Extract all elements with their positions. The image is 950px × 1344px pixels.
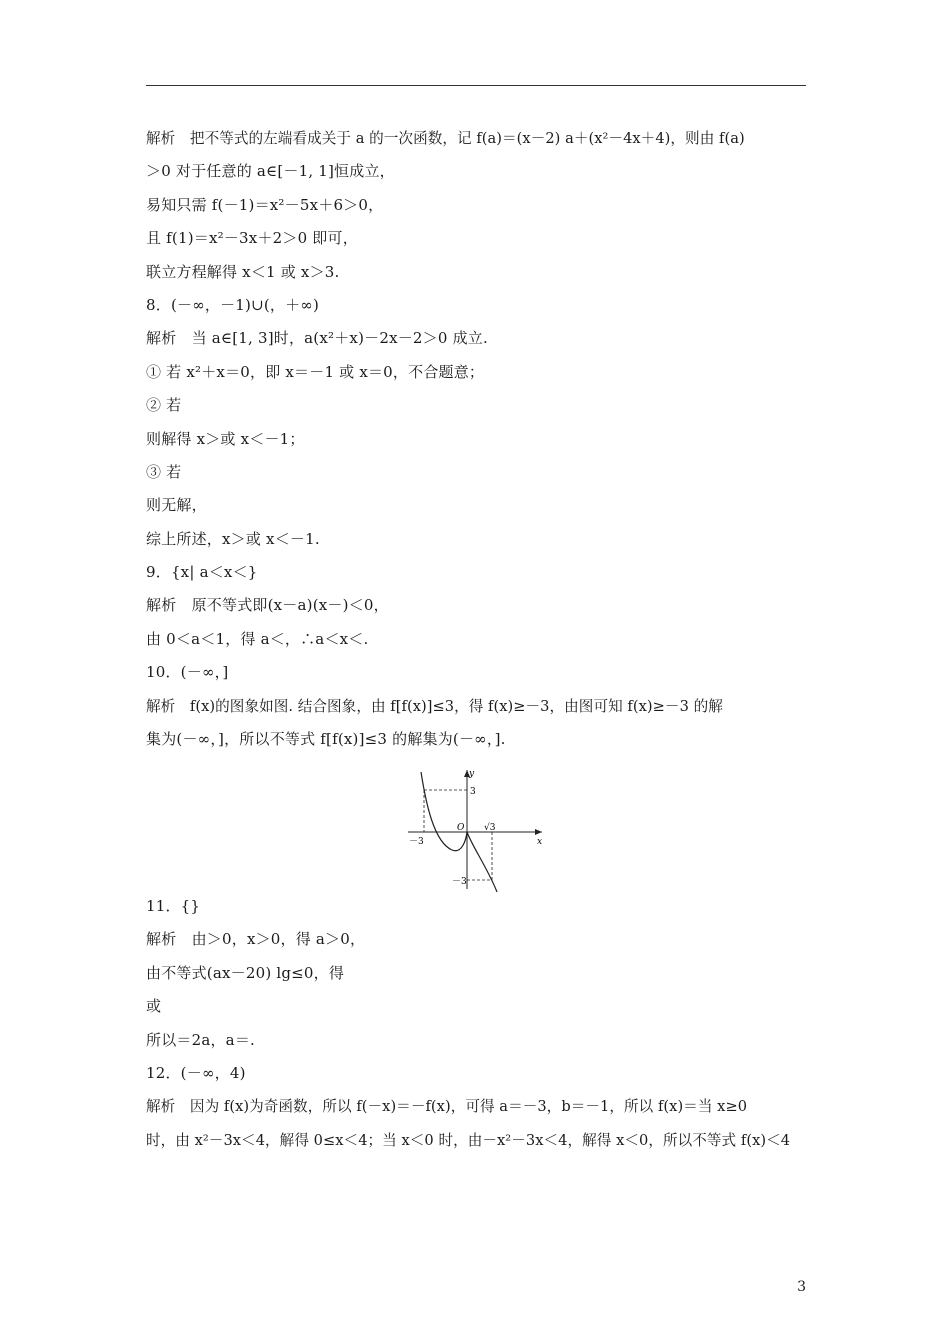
- text-line: ① 若 x²＋x＝0，即 x＝－1 或 x＝0，不合题意；: [146, 362, 485, 381]
- function-graph: [400, 764, 550, 894]
- text-line: 且 f(1)＝x²－3x＋2＞0 即可，: [146, 229, 358, 248]
- answer-line: 8．(－∞，－1)∪(，＋∞): [146, 295, 320, 314]
- text-line: 时，由 x²－3x＜4，解得 0≤x＜4；当 x＜0 时，由－x²－3x＜4，解得 x＜0，所以不等式 f(x)＜4: [146, 1131, 791, 1149]
- text-line: ③ 若: [146, 462, 182, 481]
- answer-line: 11．{}: [146, 896, 201, 915]
- function-graph-figure: [400, 764, 550, 894]
- text-line: 解析 由＞0，x＞0，得 a＞0，: [146, 930, 366, 949]
- answer-line: 12．(－∞，4): [146, 1063, 246, 1082]
- text-line: 则无解，: [146, 496, 207, 515]
- x-axis-arrow-icon: [535, 829, 542, 835]
- page-number: 3: [797, 1279, 806, 1295]
- y-tick-label: －3: [452, 877, 467, 887]
- text-line: 所以＝2a，a＝.: [146, 1030, 255, 1049]
- text-line: 由不等式(ax－20) lg≤0，得: [146, 963, 345, 982]
- x-tick-label: －3: [409, 837, 424, 847]
- document-body: [146, 122, 810, 1157]
- text-line: 解析 当 a∈[1, 3]时，a(x²＋x)－2x－2＞0 成立.: [146, 329, 488, 348]
- y-tick-label: 3: [470, 787, 476, 797]
- text-line: 综上所述，x＞或 x＜－1.: [146, 529, 320, 548]
- text-line: 解析 因为 f(x)为奇函数，所以 f(－x)＝－f(x)，可得 a＝－3，b＝－1，所以 f(x)＝当 x≥0: [146, 1098, 748, 1116]
- text-line: 易知只需 f(－1)＝x²－5x＋6＞0，: [146, 195, 384, 214]
- text-line: 由 0＜a＜1，得 a＜，∴a＜x＜.: [146, 629, 369, 648]
- text-line: ＞0 对于任意的 a∈[－1, 1]恒成立，: [146, 162, 395, 181]
- text-line: 解析 把不等式的左端看成关于 a 的一次函数，记 f(a)＝(x－2) a＋(x²－4x＋4)，则由 f(a): [146, 130, 745, 147]
- text-line: 解析 原不等式即(x－a)(x－)＜0，: [146, 596, 389, 615]
- y-axis-label: y: [469, 769, 475, 779]
- text-line: 联立方程解得 x＜1 或 x＞3.: [146, 262, 340, 281]
- text-line: 解析 f(x)的图象如图. 结合图象，由 f[f(x)]≤3，得 f(x)≥－3，由图可知 f(x)≥－3 的解: [146, 697, 723, 715]
- x-axis-label: x: [537, 837, 543, 847]
- text-line: 集为(－∞，]，所以不等式 f[f(x)]≤3 的解集为(－∞，].: [146, 730, 506, 749]
- answer-line: 9．{x| a＜x＜}: [146, 563, 258, 582]
- origin-label: O: [457, 823, 465, 833]
- text-line: 或: [146, 997, 162, 1016]
- text-line: ② 若: [146, 396, 182, 415]
- text-line: 则解得 x＞或 x＜－1；: [146, 429, 305, 448]
- header-rule: [146, 85, 806, 86]
- x-tick-label: √3: [484, 823, 496, 833]
- answer-line: 10．(－∞，]: [146, 663, 229, 682]
